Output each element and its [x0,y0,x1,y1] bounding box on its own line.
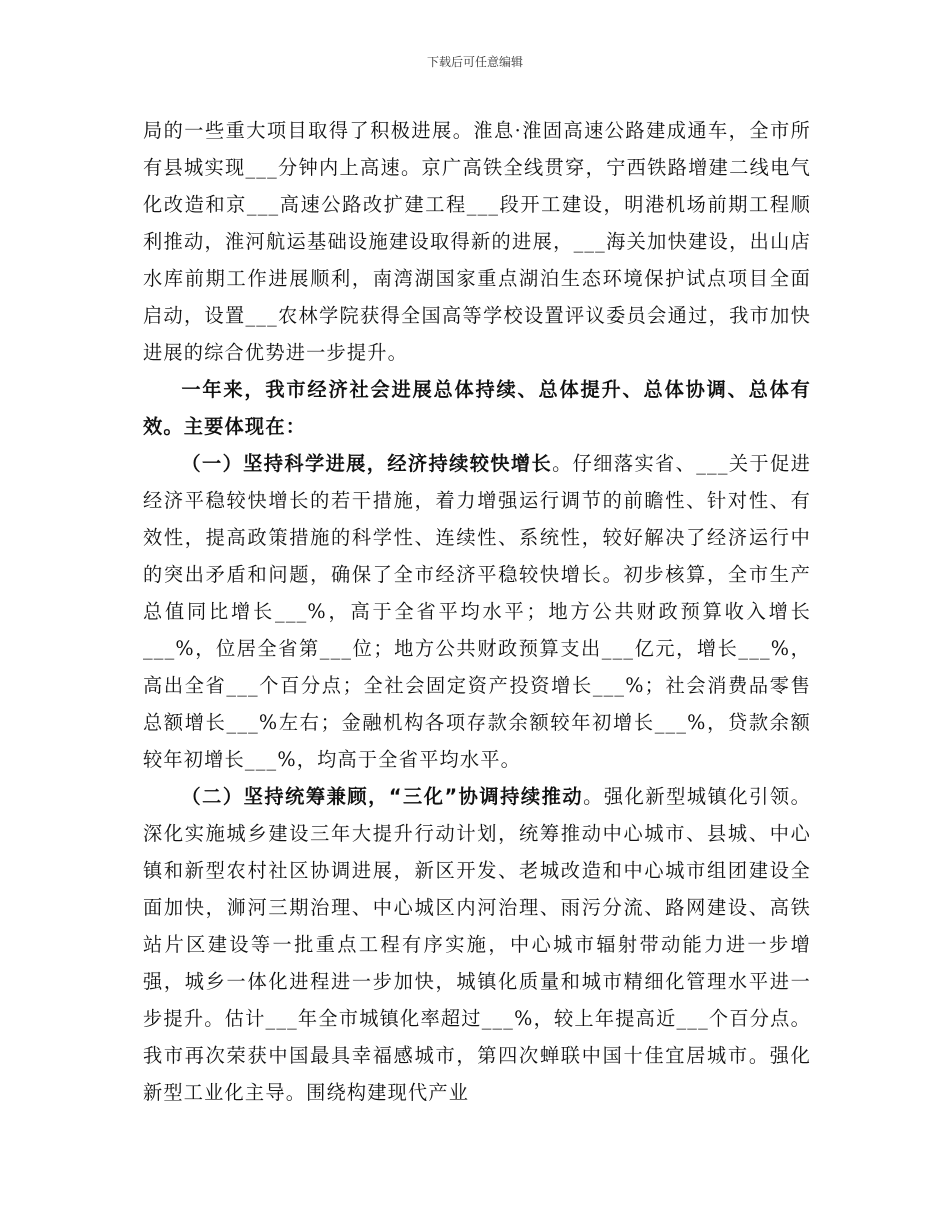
paragraph-section-2 [143,778,811,1111]
paragraph-section-1 [143,445,811,778]
paragraph-bold-text: 一年来，我市经济社会进展总体持续、总体提升、总体协调、总体有效。主要体现在： [143,378,811,438]
page-header: 下载后可任意编辑 [426,55,523,69]
section-2-text: 。强化新型城镇化引领。深化实施城乡建设三年大提升行动计划，统筹推动中心城市、县城、中心镇和新型农村社区协调进展，新区开发、老城改造和中心城市组团建设全面加快，浉河三期治理、中心城区内河治理、雨污分流、路网建设、高铁站片区建设等一批重点工程有序实施，中心城市辐射带动能力进一步增强，城乡一体化进程进一步加快，城镇化质量和城市精细化管理水平进一步提升。估计___年全市城镇化率超过___%，较上年提高近___个百分点。我市再次荣获中国最具幸福感城市，第四次蝉联中国十佳宜居城市。强化新型工业化主导。围绕构建现代产业 [143,785,811,1104]
section-1-text: 。仔细落实省、___关于促进经济平稳较快增长的若干措施，着力增强运行调节的前瞻性、针对性、有效性，提高政策措施的科学性、连续性、系统性，较好解决了经济运行中的突出矛盾和问题，确保了全市经济平稳较快增长。初步核算，全市生产总值同比增长___%，高于全省平均水平；地方公共财政预算收入增长___%，位居全省第___位；地方公共财政预算支出___亿元，增长___%，高出全省___个百分点；全社会固定资产投资增长___%；社会消费品零售总额增长___%左右；金融机构各项存款余额较年初增长___%，贷款余额较年初增长___%，均高于全省平均水平。 [143,452,811,771]
paragraph-summary [143,371,811,445]
document-body [143,112,811,1111]
section-2-heading: （二）坚持统筹兼顾，“三化”协调持续推动 [181,785,584,808]
paragraph-text: 局的一些重大项目取得了积极进展。淮息·淮固高速公路建成通车，全市所有县城实现___分钟内上高速。京广高铁全线贯穿，宁西铁路增建二线电气化改造和京___高速公路改扩建工程___段开工建设，明港机场前期工程顺利推动，淮河航运基础设施建设取得新的进展，___海关加快建设，出山店水库前期工作进展顺利，南湾湖国家重点湖泊生态环境保护试点项目全面启动，设置___农林学院获得全国高等学校设置评议委员会通过，我市加快进展的综合优势进一步提升。 [143,119,811,364]
paragraph-projects [143,112,811,371]
section-1-heading: （一）坚持科学进展，经济持续较快增长 [181,452,553,475]
